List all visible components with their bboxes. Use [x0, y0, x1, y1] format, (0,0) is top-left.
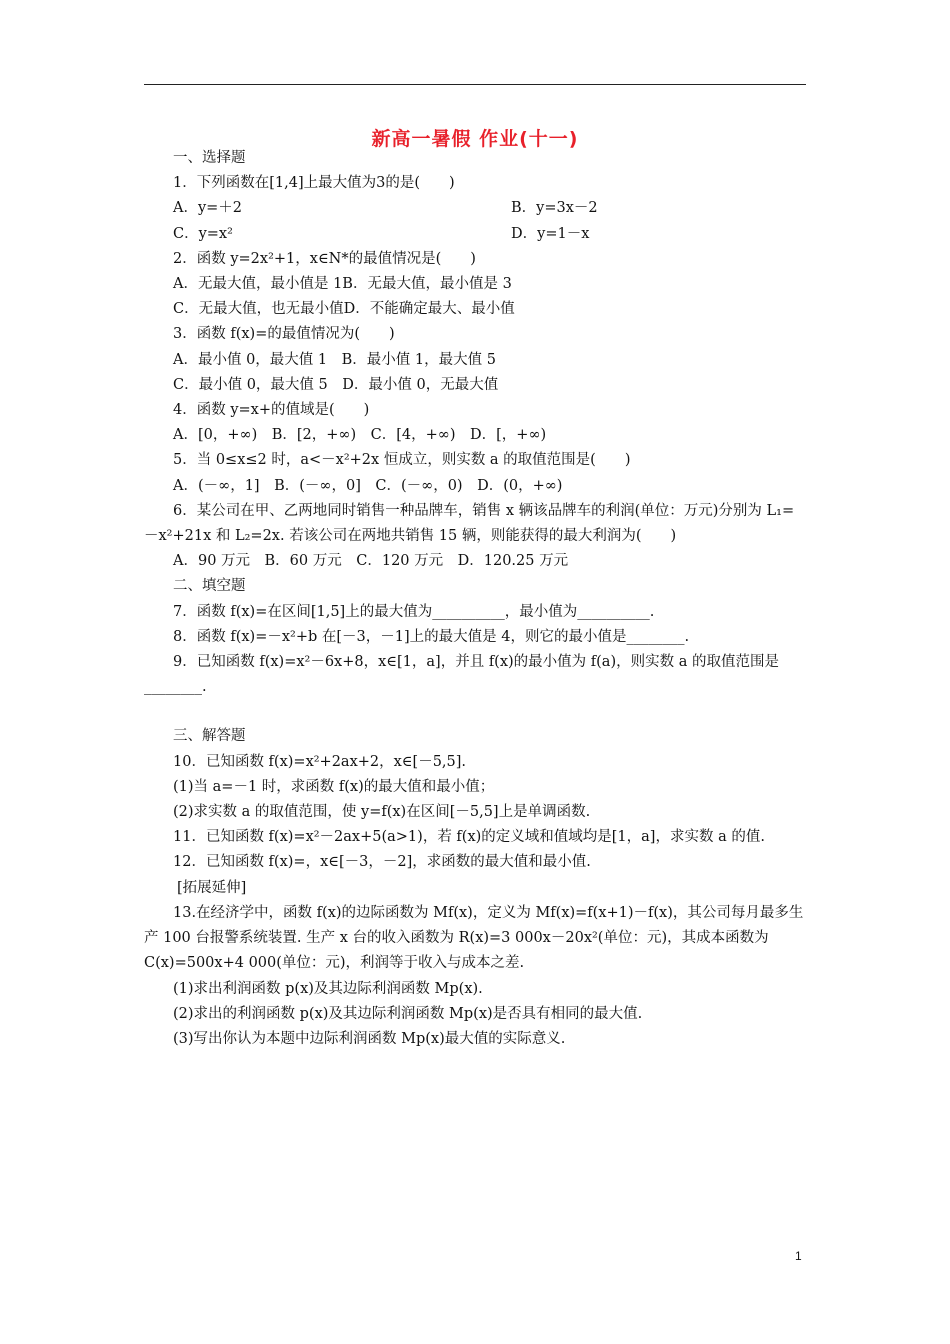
- question-12: 12．已知函数 f(x)=，x∈[－3，－2]，求函数的最大值和最小值.: [173, 854, 591, 871]
- header-rule: [144, 84, 806, 85]
- question-8: 8．函数 f(x)=－x²+b 在[－3，－1]上的最大值是 4，则它的最小值是________.: [173, 628, 690, 645]
- page-title: 新高一暑假 作业(十一): [371, 128, 579, 150]
- q2-options-ab: A．无最大值，最小值是 1B．无最大值，最小值是 3: [173, 276, 512, 293]
- question-3: 3．函数 f(x)=的最值情况为( ): [173, 326, 395, 343]
- page-number: 1: [795, 1249, 802, 1263]
- document-body: [144, 146, 808, 1052]
- question-4: 4．函数 y=x+的值域是( ): [173, 402, 370, 419]
- extension-heading: [拓展延伸]: [177, 879, 247, 896]
- q1-option-d: D．y=1－x: [511, 225, 590, 242]
- q6-options: A．90 万元 B．60 万元 C．120 万元 D．120.25 万元: [173, 553, 569, 570]
- q3-options-ab: A．最小值 0，最大值 1 B．最小值 1，最大值 5: [173, 351, 496, 368]
- question-13-part-1: (1)求出利润函数 p(x)及其边际利润函数 Mp(x).: [173, 980, 483, 997]
- question-5: 5．当 0≤x≤2 时，a<－x²+2x 恒成立，则实数 a 的取值范围是( ): [173, 452, 631, 469]
- q1-options-row1: [144, 196, 808, 221]
- section-heading: 一、选择题: [173, 150, 246, 166]
- q3-options-cd: C．最小值 0，最大值 5 D．最小值 0，无最大值: [173, 376, 499, 393]
- section-heading: 二、填空题: [173, 578, 246, 595]
- q1-option-c: C．y=x²: [173, 225, 233, 242]
- question-10-part-1: (1)当 a=－1 时，求函数 f(x)的最大值和最小值；: [173, 778, 495, 795]
- question-10: 10．已知函数 f(x)=x²+2ax+2，x∈[－5,5].: [173, 753, 467, 770]
- question-10-part-2: (2)求实数 a 的取值范围，使 y=f(x)在区间[－5,5]上是单调函数.: [173, 804, 591, 821]
- q5-options: A．(－∞，1] B．(－∞，0] C．(－∞，0) D．(0，+∞): [173, 477, 563, 494]
- question-2: 2．函数 y=2x²+1，x∈N*的最值情况是( ): [173, 250, 476, 267]
- question-13-part-3: (3)写出你认为本题中边际利润函数 Mp(x)最大值的实际意义.: [173, 1030, 566, 1047]
- question-9: 9．已知函数 f(x)=x²－6x+8，x∈[1，a]，并且 f(x)的最小值为 f(a)，则实数 a 的取值范围是________.: [144, 654, 779, 696]
- q1-option-a: A．y=＋2: [173, 200, 243, 217]
- q2-options-cd: C．无最大值，也无最小值D．不能确定最大、最小值: [173, 301, 515, 318]
- q4-options: A．[0，+∞) B．[2，+∞) C．[4，+∞) D．[，+∞): [173, 427, 547, 444]
- q1-option-b: B．y=3x－2: [511, 200, 598, 217]
- section-heading: 三、解答题: [173, 728, 246, 745]
- question-13-part-2: (2)求出的利润函数 p(x)及其边际利润函数 Mp(x)是否具有相同的最大值.: [173, 1005, 643, 1022]
- spacer: [144, 700, 808, 724]
- q1-options-row2: [144, 222, 808, 247]
- question-6: 6．某公司在甲、乙两地同时销售一种品牌车，销售 x 辆该品牌车的利润(单位：万元)分别为 L₁=－x²+21x 和 L₂=2x. 若该公司在两地共销售 15 辆，则能获得的最大利润为( ): [144, 502, 795, 545]
- question-7: 7．函数 f(x)=在区间[1,5]上的最大值为__________，最小值为__________.: [173, 603, 655, 620]
- question-1: 1．下列函数在[1,4]上最大值为3的是( ): [173, 175, 455, 192]
- question-11: 11．已知函数 f(x)=x²－2ax+5(a>1)，若 f(x)的定义域和值域均是[1，a]，求实数 a 的值.: [173, 829, 765, 846]
- question-13: 13.在经济学中，函数 f(x)的边际函数为 Mf(x)，定义为 Mf(x)=f(x+1)－f(x)，其公司每月最多生产 100 台报警系统装置. 生产 x 台的收入函数为 R(x)=3 000x－20x²(单位：元)，其成本函数为 C(x)=500x+4 000(单位：元)，利润等于收入与成本之差.: [144, 904, 804, 972]
